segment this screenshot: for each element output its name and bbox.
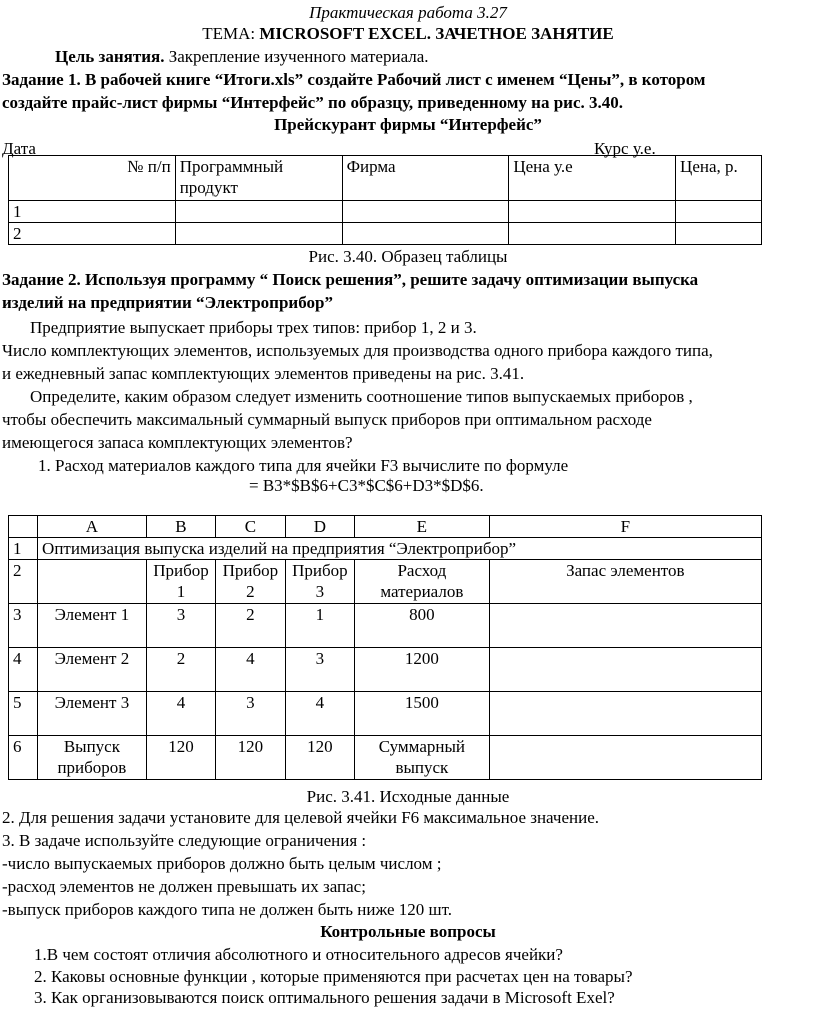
task1-line2: создайте прайс-лист фирмы “Интерфейс” по образцу, приведенному на рис. 3.40. [2, 93, 624, 112]
rate-label: Курс у.е.___________ [594, 139, 750, 158]
row-number: 1 [9, 538, 38, 560]
task2-paragraph2a: Число комплектующих элементов, используемых для производства одного прибора каждого типа, [2, 341, 713, 360]
column-header-d: D [285, 516, 354, 538]
row-number: 6 [9, 736, 38, 780]
step1-line1: 1. Расход материалов каждого типа для ячейки F3 вычислите по формуле [38, 456, 569, 475]
table-cell [342, 223, 509, 245]
table-cell [489, 736, 761, 780]
table-cell: 4 [146, 692, 215, 736]
table-cell: 3 [216, 692, 285, 736]
table-cell [509, 223, 676, 245]
table-cell: 2 [146, 648, 215, 692]
column-header-c: C [216, 516, 285, 538]
task2-paragraph3c: имеющегося запаса комплектующих элементов? [2, 433, 353, 452]
theme-line [0, 22, 816, 45]
row-number: 3 [9, 604, 38, 648]
date-label: Дата___________ [2, 139, 130, 158]
price-list-table [8, 155, 762, 245]
table-cell: Элемент 3 [38, 692, 147, 736]
header-price-usd: Цена у.е [509, 156, 676, 201]
step2: 2. Для решения задачи установите для целевой ячейки F6 максимальное значение. [2, 808, 600, 827]
price-list-title: Прейскурант фирмы “Интерфейс” [274, 115, 542, 134]
table-cell: 120 [216, 736, 285, 780]
table-cell [489, 648, 761, 692]
table-cell [175, 223, 342, 245]
goal-line [55, 45, 429, 68]
table-cell: Прибор 2 [216, 560, 285, 604]
row-number: 4 [9, 648, 38, 692]
table-header-row [9, 156, 762, 201]
column-header-row [9, 516, 762, 538]
task2-paragraph1: Предприятие выпускает приборы трех типов: прибор 1, 2 и 3. [30, 318, 477, 337]
constraint-3: -выпуск приборов каждого типа не должен быть ниже 120 шт. [2, 900, 453, 919]
table-cell [676, 223, 762, 245]
table-row [9, 736, 762, 780]
table-row [9, 560, 762, 604]
row-number: 2 [9, 560, 38, 604]
table-cell [175, 201, 342, 223]
task2-line1: Задание 2. Используя программу “ Поиск решения”, решите задачу оптимизации выпуска [2, 270, 699, 289]
table-cell [676, 201, 762, 223]
spreadsheet-table [8, 515, 762, 780]
constraint-2: -расход элементов не должен превышать их запас; [2, 877, 366, 896]
table-cell: 1 [285, 604, 354, 648]
table-row [9, 604, 762, 648]
task2-paragraph3b: чтобы обеспечить максимальный суммарный выпуск приборов при оптимальном расходе [2, 410, 652, 429]
merged-title-cell: Оптимизация выпуска изделий на предприятия “Электроприбор” [38, 538, 762, 560]
step1-formula: = B3*$B$6+C3*$C$6+D3*$D$6. [249, 476, 484, 495]
column-header-b: B [146, 516, 215, 538]
row-number: 5 [9, 692, 38, 736]
row-num: 2 [9, 223, 176, 245]
header-product: Программный продукт [175, 156, 342, 201]
table-row [9, 223, 762, 245]
table-cell: 1200 [355, 648, 490, 692]
table-row [9, 648, 762, 692]
step3: 3. В задаче используйте следующие ограничения : [2, 831, 367, 850]
table-cell [38, 560, 147, 604]
table-cell: Выпуск приборов [38, 736, 147, 780]
practical-title: Практическая работа 3.27 [309, 3, 507, 22]
table-cell: Расход материалов [355, 560, 490, 604]
column-header-f: F [489, 516, 761, 538]
row-num: 1 [9, 201, 176, 223]
figure-caption-341: Рис. 3.41. Исходные данные [306, 787, 510, 806]
table-cell [489, 692, 761, 736]
table-cell: Запас элементов [489, 560, 761, 604]
theme-name: MICROSOFT EXCEL. ЗАЧЕТНОЕ ЗАНЯТИЕ [259, 24, 614, 43]
table-cell: 4 [285, 692, 354, 736]
table-cell: 2 [216, 604, 285, 648]
questions-title: Контрольные вопросы [320, 922, 496, 941]
column-header-e: E [355, 516, 490, 538]
table-row [9, 201, 762, 223]
header-num: № п/п [9, 156, 176, 201]
table-cell: 800 [355, 604, 490, 648]
table-cell: 1500 [355, 692, 490, 736]
table-cell: 3 [146, 604, 215, 648]
goal-label: Цель занятия. [55, 47, 165, 66]
question-3: 3. Как организовываются поиск оптимального решения задачи в Microsoft Exel? [34, 988, 615, 1007]
header-company: Фирма [342, 156, 509, 201]
table-cell: 120 [146, 736, 215, 780]
table-cell: Прибор 3 [285, 560, 354, 604]
task1-line1: Задание 1. В рабочей книге “Итоги.xls” создайте Рабочий лист с именем “Цены”, в котором [2, 70, 706, 89]
corner-cell [9, 516, 38, 538]
table-cell: Элемент 1 [38, 604, 147, 648]
table-row [9, 692, 762, 736]
table-cell: Прибор 1 [146, 560, 215, 604]
column-header-a: A [38, 516, 147, 538]
table-cell [489, 604, 761, 648]
task2-paragraph2b: и ежедневный запас комплектующих элементов приведены на рис. 3.41. [2, 364, 525, 383]
figure-caption-340: Рис. 3.40. Образец таблицы [308, 247, 508, 266]
goal-text: Закрепление изученного материала. [164, 47, 429, 66]
table-cell: Суммарный выпуск [355, 736, 490, 780]
header-price-rub: Цена, р. [676, 156, 762, 201]
task2-line2: изделий на предприятии “Электроприбор” [2, 293, 333, 312]
table-row [9, 538, 762, 560]
table-cell [509, 201, 676, 223]
theme-prefix: ТЕМА: [202, 24, 260, 43]
question-1: 1.В чем состоят отличия абсолютного и относительного адресов ячейки? [34, 945, 563, 964]
table-cell: Элемент 2 [38, 648, 147, 692]
table-cell: 120 [285, 736, 354, 780]
table-cell [342, 201, 509, 223]
table-cell: 3 [285, 648, 354, 692]
table-cell: 4 [216, 648, 285, 692]
constraint-1: -число выпускаемых приборов должно быть целым числом ; [2, 854, 442, 873]
question-2: 2. Каковы основные функции , которые применяются при расчетах цен на товары? [34, 967, 633, 986]
task2-paragraph3a: Определите, каким образом следует изменить соотношение типов выпускаемых приборов , [30, 387, 693, 406]
